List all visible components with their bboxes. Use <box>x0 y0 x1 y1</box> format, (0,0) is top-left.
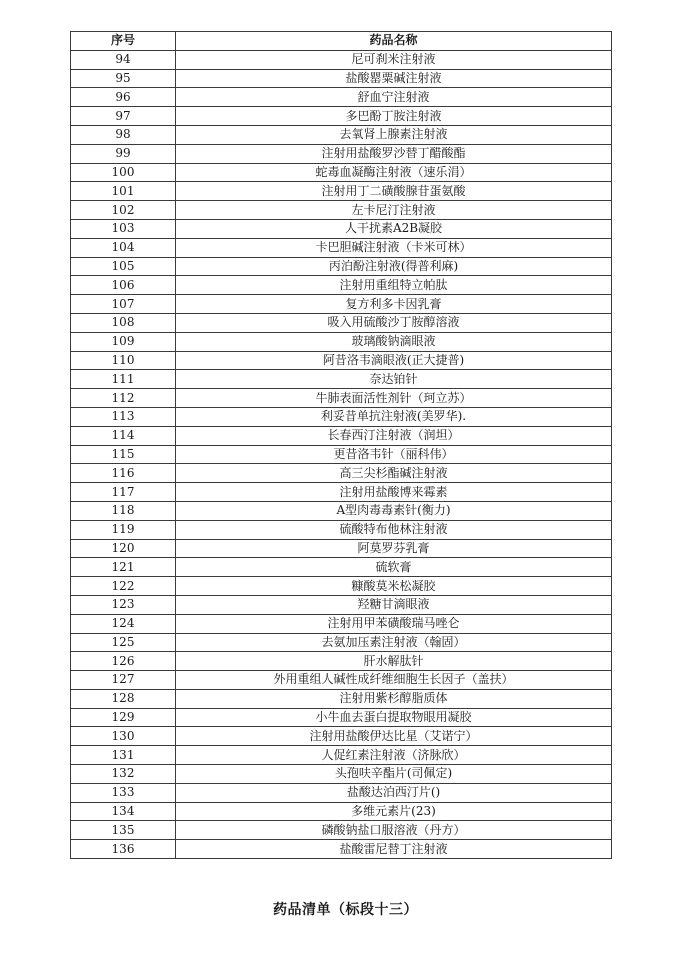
drug-name-cell: 舒血宁注射液 <box>176 88 612 107</box>
row-number-cell: 94 <box>71 50 176 69</box>
drug-name-cell: 盐酸罂粟碱注射液 <box>176 69 612 88</box>
row-number-cell: 102 <box>71 201 176 220</box>
table-row <box>71 426 612 445</box>
row-number-cell: 118 <box>71 501 176 520</box>
drug-name-cell: 吸入用硫酸沙丁胺醇溶液 <box>176 313 612 332</box>
row-number-cell: 134 <box>71 802 176 821</box>
row-number-cell: 116 <box>71 464 176 483</box>
table-row <box>71 614 612 633</box>
drug-list-table <box>70 31 612 859</box>
table-row <box>71 125 612 144</box>
table-row <box>71 407 612 426</box>
table-row <box>71 727 612 746</box>
row-number-cell: 122 <box>71 577 176 596</box>
row-number-cell: 115 <box>71 445 176 464</box>
table-header-row <box>71 32 612 51</box>
drug-name-cell: 阿昔洛韦滴眼液(正大捷普) <box>176 351 612 370</box>
drug-name-cell: 高三尖杉酯碱注射液 <box>176 464 612 483</box>
row-number-cell: 100 <box>71 163 176 182</box>
row-number-cell: 130 <box>71 727 176 746</box>
row-number-cell: 128 <box>71 689 176 708</box>
row-number-cell: 136 <box>71 840 176 859</box>
row-number-cell: 129 <box>71 708 176 727</box>
drug-name-cell: 尼可刹米注射液 <box>176 50 612 69</box>
drug-name-cell: 注射用盐酸博来霉素 <box>176 483 612 502</box>
table-row <box>71 595 612 614</box>
row-number-cell: 114 <box>71 426 176 445</box>
row-number-cell: 110 <box>71 351 176 370</box>
drug-name-cell: 盐酸雷尼替丁注射液 <box>176 840 612 859</box>
drug-name-cell: 多维元素片(23) <box>176 802 612 821</box>
table-row <box>71 765 612 784</box>
row-number-cell: 104 <box>71 238 176 257</box>
table-row <box>71 238 612 257</box>
row-number-cell: 96 <box>71 88 176 107</box>
row-number-cell: 107 <box>71 295 176 314</box>
table-row <box>71 840 612 859</box>
table-row <box>71 652 612 671</box>
table-row <box>71 746 612 765</box>
table-row <box>71 332 612 351</box>
drug-name-cell: 蛇毒血凝酶注射液（速乐涓） <box>176 163 612 182</box>
row-number-cell: 120 <box>71 539 176 558</box>
drug-name-cell: 去氧肾上腺素注射液 <box>176 125 612 144</box>
row-number-cell: 111 <box>71 370 176 389</box>
row-number-cell: 119 <box>71 520 176 539</box>
table-row <box>71 708 612 727</box>
table-row <box>71 633 612 652</box>
drug-name-cell: 外用重组人碱性成纤维细胞生长因子（盖扶） <box>176 671 612 690</box>
table-row <box>71 313 612 332</box>
table-row <box>71 783 612 802</box>
drug-name-cell: 注射用盐酸罗沙替丁醋酸酯 <box>176 144 612 163</box>
row-number-cell: 112 <box>71 389 176 408</box>
row-number-cell: 131 <box>71 746 176 765</box>
table-row <box>71 689 612 708</box>
table-row <box>71 276 612 295</box>
table-row <box>71 69 612 88</box>
table-row <box>71 163 612 182</box>
drug-name-cell: 人促红素注射液（济脉欣） <box>176 746 612 765</box>
drug-name-cell: 更昔洛韦针（丽科伟） <box>176 445 612 464</box>
table-row <box>71 539 612 558</box>
drug-name-cell: 磷酸钠盐口服溶液（丹方） <box>176 821 612 840</box>
table-row <box>71 558 612 577</box>
drug-name-cell: 奈达铂针 <box>176 370 612 389</box>
row-number-cell: 135 <box>71 821 176 840</box>
drug-name-cell: 肝水解肽针 <box>176 652 612 671</box>
row-number-cell: 113 <box>71 407 176 426</box>
table-row <box>71 144 612 163</box>
drug-name-cell: 注射用重组特立帕肽 <box>176 276 612 295</box>
drug-name-cell: 人干扰素A2B凝胶 <box>176 219 612 238</box>
drug-name-cell: A型肉毒毒素针(衡力) <box>176 501 612 520</box>
row-number-cell: 121 <box>71 558 176 577</box>
drug-name-cell: 羟糖甘滴眼液 <box>176 595 612 614</box>
table-row <box>71 671 612 690</box>
table-row <box>71 50 612 69</box>
row-number-cell: 95 <box>71 69 176 88</box>
table-row <box>71 464 612 483</box>
row-number-cell: 117 <box>71 483 176 502</box>
row-number-cell: 123 <box>71 595 176 614</box>
drug-name-cell: 牛肺表面活性剂针（珂立苏） <box>176 389 612 408</box>
table-body <box>71 50 612 858</box>
drug-name-cell: 去氨加压素注射液（翰固） <box>176 633 612 652</box>
drug-name-cell: 左卡尼汀注射液 <box>176 201 612 220</box>
row-number-cell: 106 <box>71 276 176 295</box>
table-row <box>71 88 612 107</box>
column-header-drug-name: 药品名称 <box>176 32 612 51</box>
row-number-cell: 103 <box>71 219 176 238</box>
table-row <box>71 107 612 126</box>
section-title: 药品清单（标段十三） <box>273 902 418 918</box>
drug-name-cell: 阿莫罗芬乳膏 <box>176 539 612 558</box>
row-number-cell: 109 <box>71 332 176 351</box>
drug-name-cell: 丙泊酚注射液(得普利麻) <box>176 257 612 276</box>
drug-name-cell: 盐酸达泊西汀片() <box>176 783 612 802</box>
drug-name-cell: 注射用丁二磺酸腺苷蛋氨酸 <box>176 182 612 201</box>
drug-name-cell: 糠酸莫米松凝胶 <box>176 577 612 596</box>
table-row <box>71 295 612 314</box>
row-number-cell: 127 <box>71 671 176 690</box>
drug-name-cell: 玻璃酸钠滴眼液 <box>176 332 612 351</box>
drug-name-cell: 硫软膏 <box>176 558 612 577</box>
drug-list-sheet <box>70 31 611 859</box>
row-number-cell: 98 <box>71 125 176 144</box>
drug-name-cell: 硫酸特布他林注射液 <box>176 520 612 539</box>
row-number-cell: 101 <box>71 182 176 201</box>
row-number-cell: 132 <box>71 765 176 784</box>
drug-name-cell: 头孢呋辛酯片(司佩定) <box>176 765 612 784</box>
table-row <box>71 351 612 370</box>
table-row <box>71 445 612 464</box>
row-number-cell: 105 <box>71 257 176 276</box>
table-row <box>71 257 612 276</box>
drug-name-cell: 多巴酚丁胺注射液 <box>176 107 612 126</box>
table-row <box>71 483 612 502</box>
row-number-cell: 126 <box>71 652 176 671</box>
row-number-cell: 133 <box>71 783 176 802</box>
drug-name-cell: 长春西汀注射液（润坦） <box>176 426 612 445</box>
row-number-cell: 108 <box>71 313 176 332</box>
column-header-number: 序号 <box>71 32 176 51</box>
table-row <box>71 201 612 220</box>
table-row <box>71 501 612 520</box>
row-number-cell: 99 <box>71 144 176 163</box>
table-row <box>71 219 612 238</box>
table-row <box>71 182 612 201</box>
drug-name-cell: 复方利多卡因乳膏 <box>176 295 612 314</box>
table-row <box>71 520 612 539</box>
table-row <box>71 802 612 821</box>
row-number-cell: 125 <box>71 633 176 652</box>
table-row <box>71 821 612 840</box>
drug-name-cell: 注射用盐酸伊达比星（艾诺宁） <box>176 727 612 746</box>
drug-name-cell: 利妥昔单抗注射液(美罗华). <box>176 407 612 426</box>
row-number-cell: 124 <box>71 614 176 633</box>
drug-name-cell: 注射用紫杉醇脂质体 <box>176 689 612 708</box>
table-row <box>71 370 612 389</box>
table-row <box>71 389 612 408</box>
row-number-cell: 97 <box>71 107 176 126</box>
table-row <box>71 577 612 596</box>
drug-name-cell: 卡巴胆碱注射液（卡米可林） <box>176 238 612 257</box>
drug-name-cell: 小牛血去蛋白提取物眼用凝胶 <box>176 708 612 727</box>
drug-name-cell: 注射用甲苯磺酸瑞马唑仑 <box>176 614 612 633</box>
